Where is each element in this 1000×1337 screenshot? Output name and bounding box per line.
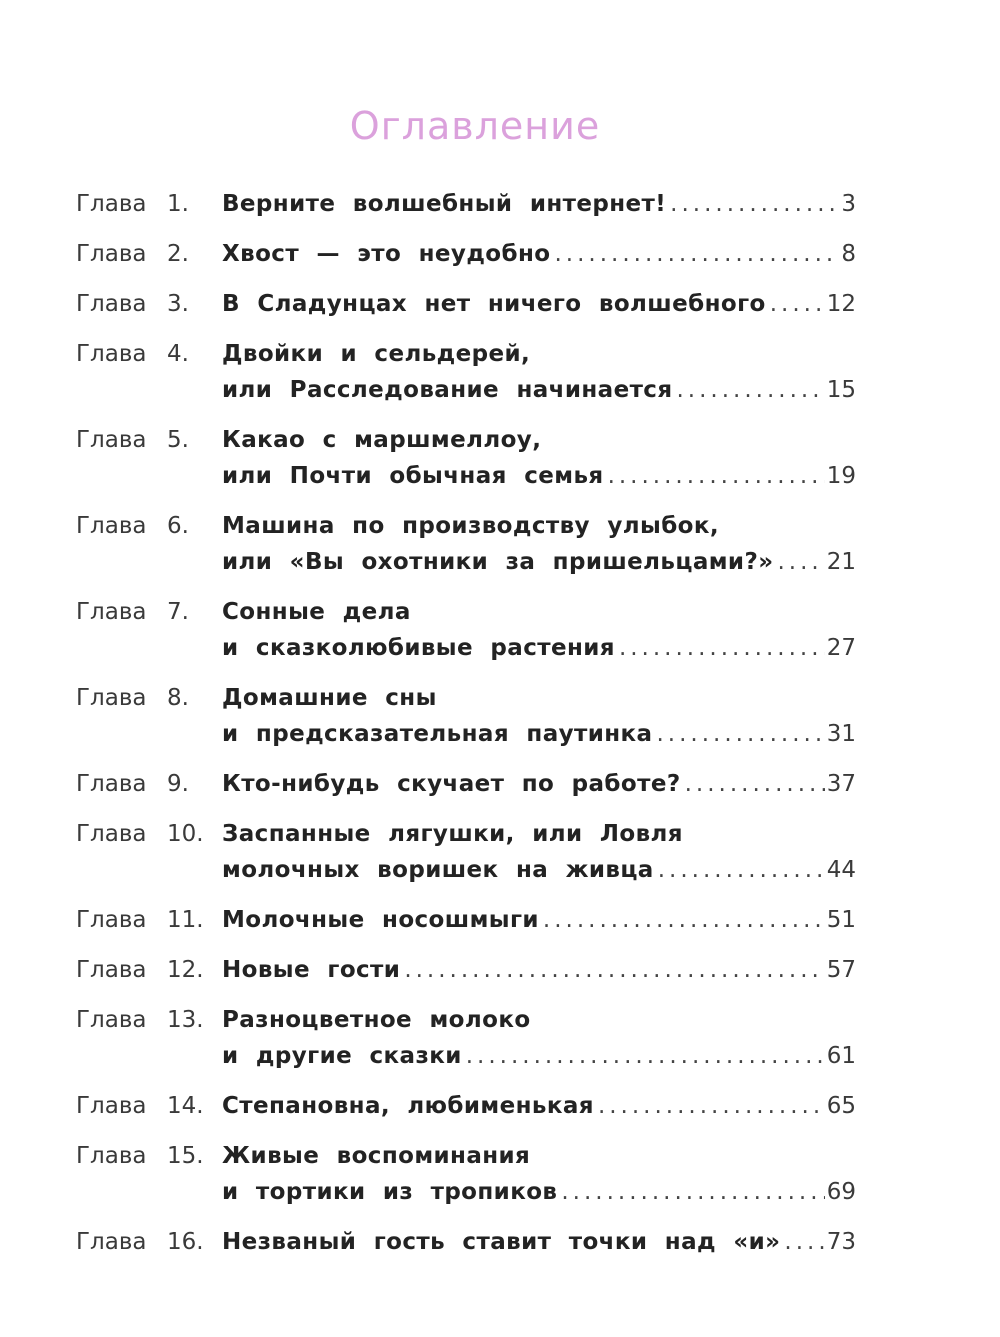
dot-leader	[466, 1038, 825, 1074]
chapter-title: Степановна, любименькая	[222, 1093, 594, 1119]
dot-leader	[670, 186, 839, 222]
page-number: 31	[826, 721, 856, 747]
chapter-label: Глава	[76, 907, 147, 933]
chapter-number: 6.	[167, 513, 189, 539]
chapter-title: Кто-нибудь скучает по работе?	[222, 771, 681, 797]
chapter-label: Глава	[76, 427, 147, 453]
chapter-title: молочных воришек на живца	[222, 857, 654, 883]
chapter-number: 15.	[167, 1143, 204, 1169]
chapter-title: Новые гости	[222, 957, 401, 983]
chapter-title: Хвост — это неудобно	[222, 241, 551, 267]
toc-entry	[76, 186, 856, 222]
page-number: 19	[826, 463, 856, 489]
chapter-label: Глава	[76, 513, 147, 539]
chapter-title-line: Сонные дела	[222, 599, 411, 625]
chapter-label: Глава	[76, 1007, 147, 1033]
chapter-label: Глава	[76, 241, 147, 267]
dot-leader	[656, 716, 824, 752]
chapter-number: 13.	[167, 1007, 204, 1033]
dot-leader	[404, 952, 824, 988]
chapter-title: и предсказательная паутинка	[222, 721, 653, 747]
chapter-title: или «Вы охотники за пришельцами?»	[222, 549, 774, 575]
chapter-title: и другие сказки	[222, 1043, 462, 1069]
page-number: 69	[826, 1179, 856, 1205]
toc-entry	[76, 1224, 856, 1260]
chapter-number: 8.	[167, 685, 189, 711]
toc-entry	[76, 1002, 856, 1074]
chapter-label: Глава	[76, 291, 147, 317]
chapter-title: и сказколюбивые растения	[222, 635, 615, 661]
page-number: 51	[826, 907, 856, 933]
toc-entry	[76, 236, 856, 272]
chapter-title-line: Домашние сны	[222, 685, 437, 711]
toc-entry	[76, 336, 856, 408]
page-title: Оглавление	[349, 104, 601, 148]
dot-leader	[658, 852, 825, 888]
chapter-number: 12.	[167, 957, 204, 983]
chapter-title: Молочные носошмыги	[222, 907, 539, 933]
chapter-label: Глава	[76, 771, 147, 797]
page-number: 61	[826, 1043, 856, 1069]
toc-entry	[76, 422, 856, 494]
chapter-label: Глава	[76, 821, 147, 847]
dot-leader	[608, 458, 825, 494]
chapter-label: Глава	[76, 685, 147, 711]
chapter-title: Верните волшебный интернет!	[222, 191, 667, 217]
dot-leader	[770, 286, 825, 322]
toc-entry	[76, 952, 856, 988]
page-number: 21	[826, 549, 856, 575]
page-number: 44	[826, 857, 856, 883]
chapter-title: и тортики из тропиков	[222, 1179, 558, 1205]
toc-entry	[76, 1088, 856, 1124]
toc-entry	[76, 766, 856, 802]
toc-entry	[76, 508, 856, 580]
chapter-title: В Сладунцах нет ничего волшебного	[222, 291, 766, 317]
chapter-title: Незваный гость ставит точки над «и»	[222, 1229, 781, 1255]
chapter-label: Глава	[76, 191, 147, 217]
table-of-contents	[76, 186, 856, 1274]
toc-entry	[76, 902, 856, 938]
chapter-label: Глава	[76, 341, 147, 367]
chapter-title-line: Какао с маршмеллоу,	[222, 427, 542, 453]
chapter-label: Глава	[76, 599, 147, 625]
chapter-number: 5.	[167, 427, 189, 453]
chapter-number: 2.	[167, 241, 189, 267]
chapter-title-line: Разноцветное молоко	[222, 1007, 531, 1033]
page-number: 8	[841, 241, 856, 267]
chapter-label: Глава	[76, 1229, 147, 1255]
chapter-title: или Почти обычная семья	[222, 463, 604, 489]
chapter-number: 1.	[167, 191, 189, 217]
chapter-title: или Расследование начинается	[222, 377, 673, 403]
chapter-number: 10.	[167, 821, 204, 847]
chapter-label: Глава	[76, 957, 147, 983]
chapter-number: 14.	[167, 1093, 204, 1119]
chapter-number: 16.	[167, 1229, 204, 1255]
chapter-title-line: Машина по производству улыбок,	[222, 513, 720, 539]
dot-leader	[543, 902, 825, 938]
chapter-number: 11.	[167, 907, 204, 933]
page-number: 37	[826, 771, 856, 797]
dot-leader	[784, 1224, 824, 1260]
chapter-number: 9.	[167, 771, 189, 797]
toc-entry	[76, 1138, 856, 1210]
page-number: 57	[826, 957, 856, 983]
dot-leader	[554, 236, 839, 272]
page-number: 27	[826, 635, 856, 661]
chapter-label: Глава	[76, 1143, 147, 1169]
page-number: 73	[826, 1229, 856, 1255]
chapter-title-line: Живые воспоминания	[222, 1143, 531, 1169]
dot-leader	[561, 1174, 824, 1210]
chapter-number: 4.	[167, 341, 189, 367]
dot-leader	[619, 630, 825, 666]
chapter-title-line: Заспанные лягушки, или Ловля	[222, 821, 683, 847]
dot-leader	[677, 372, 825, 408]
chapter-number: 3.	[167, 291, 189, 317]
page-number: 65	[826, 1093, 856, 1119]
chapter-label: Глава	[76, 1093, 147, 1119]
page-number: 3	[841, 191, 856, 217]
page-number: 12	[826, 291, 856, 317]
toc-entry	[76, 286, 856, 322]
toc-entry	[76, 680, 856, 752]
dot-leader	[598, 1088, 825, 1124]
toc-entry	[76, 594, 856, 666]
toc-entry	[76, 816, 856, 888]
chapter-number: 7.	[167, 599, 189, 625]
chapter-title-line: Двойки и сельдерей,	[222, 341, 531, 367]
dot-leader	[685, 766, 825, 802]
page-number: 15	[826, 377, 856, 403]
dot-leader	[777, 544, 824, 580]
